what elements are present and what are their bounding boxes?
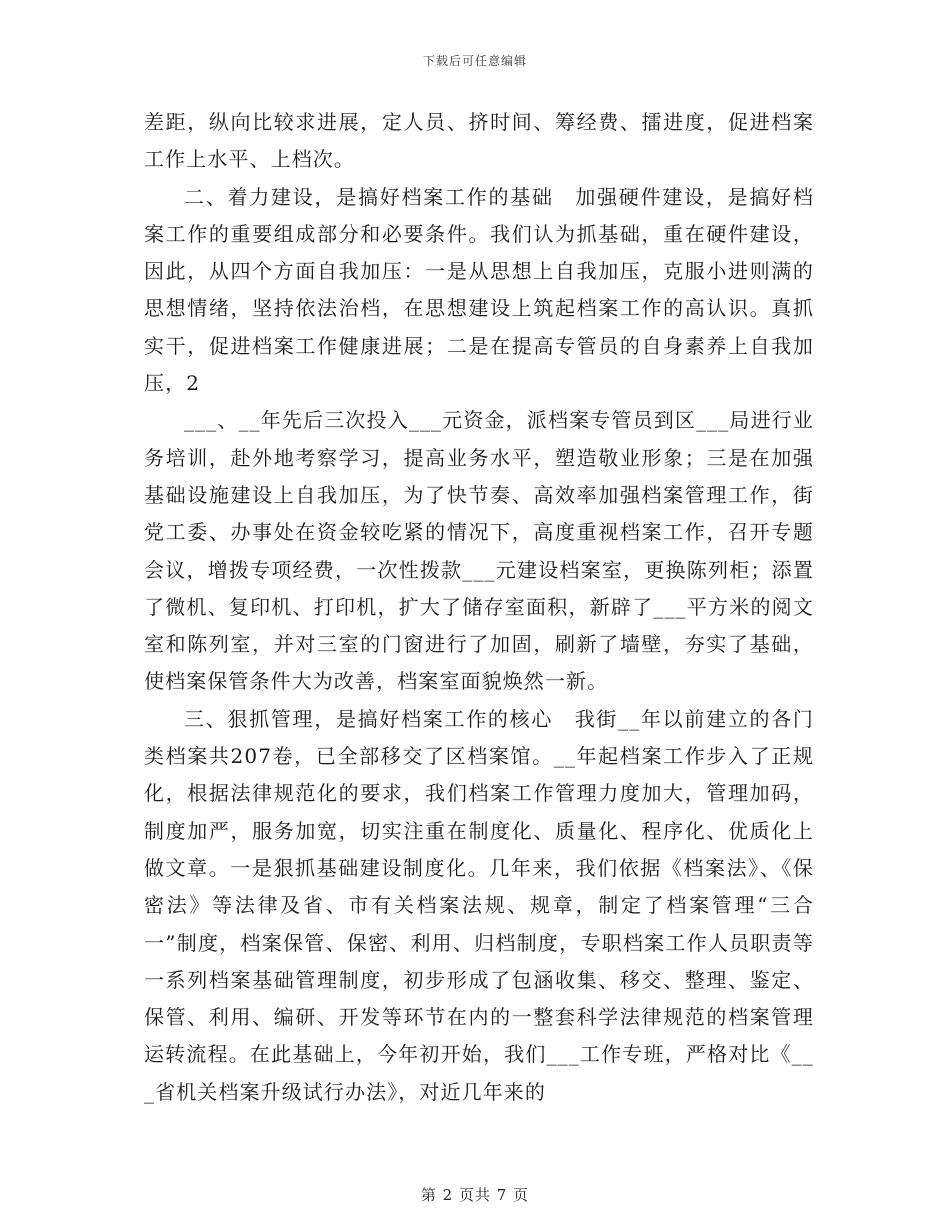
document-body [144, 104, 814, 1111]
page-header: 下载后可任意编辑 [422, 54, 527, 68]
paragraph-4: 三、狠抓管理，是搞好档案工作的核心 我街__年以前建立的各门类档案共207卷，已全部移交了区档案馆。__年起档案工作步入了正规化，根据法律规范化的要求，我们档案工作管理力度加大，管理加码，制度加严，服务加宽，切实注重在制度化、质量化、程序化、优质化上做文章。一是狠抓基础建设制度化。几年来，我们依据《档案法》、《保密法》等法律及省、市有关档案法规、规章，制定了档案管理“三合一”制度，档案保管、保密、利用、归档制度，专职档案工作人员职责等一系列档案基础管理制度，初步形成了包涵收集、移交、整理、鉴定、保管、利用、编研、开发等环节在内的一整套科学法律规范的档案管理运转流程。在此基础上，今年初开始，我们___工作专班，严格对比《___省机关档案升级试行办法》，对近几年来的 [144, 706, 814, 1104]
paragraph-2: 二、着力建设，是搞好档案工作的基础 加强硬件建设，是搞好档案工作的重要组成部分和必要条件。我们认为抓基础，重在硬件建设，因此，从四个方面自我加压：一是从思想上自我加压，克服小进则满的思想情绪，坚持依法治档，在思想建设上筑起档案工作的高认识。真抓实干，促进档案工作健康进展；二是在提高专管员的自身素养上自我加压，2 [144, 184, 814, 396]
paragraph-3: ___、__年先后三次投入___元资金，派档案专管员到区___局进行业务培训，赴外地考察学习，提高业务水平，塑造敬业形象；三是在加强基础设施建设上自我加压，为了快节奏、高效率加强档案管理工作，街党工委、办事处在资金较吃紧的情况下，高度重视档案工作，召开专题会议，增拨专项经费，一次性拨款___元建设档案室，更换陈列柜；添置了微机、复印机、打印机，扩大了储存室面积，新辟了___平方米的阅文室和陈列室，并对三室的门窗进行了加固，刷新了墙壁，夯实了基础，使档案保管条件大为改善，档案室面貌焕然一新。 [144, 408, 814, 694]
paragraph-1: 差距，纵向比较求进展，定人员、挤时间、筹经费、擂进度，促进档案工作上水平、上档次。 [144, 110, 814, 172]
page-footer: 第 2 页共 7 页 [420, 1186, 530, 1204]
